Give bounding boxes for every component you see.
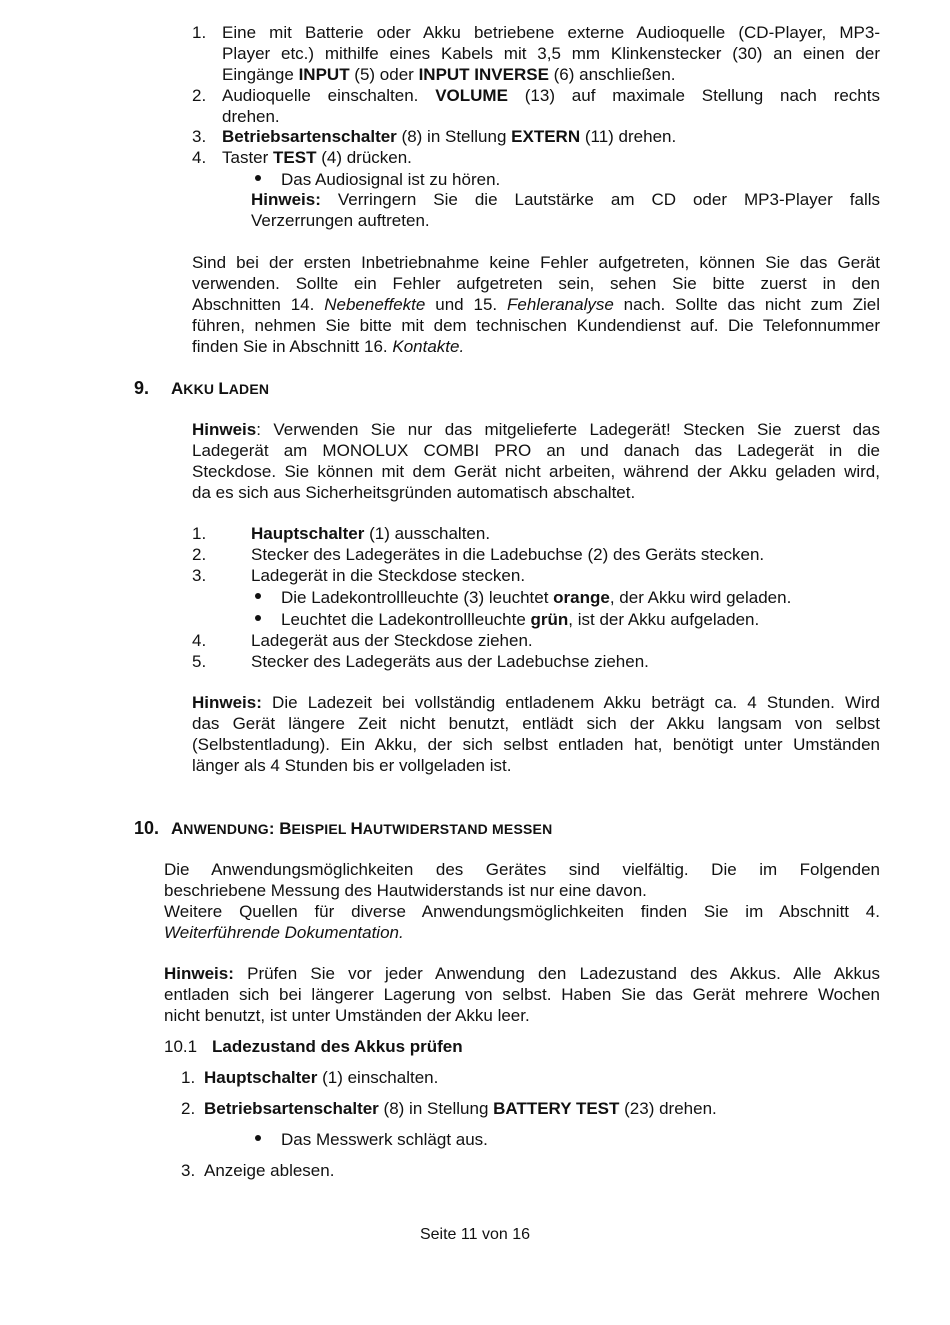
- bullet-icon: [255, 593, 261, 599]
- bullet-text: Das Messwerk schlägt aus.: [281, 1130, 488, 1149]
- bullet-icon: [255, 175, 261, 181]
- list-item-text: Eine mit Batterie oder Akku betriebene externe Audioquelle (CD-Player, MP3-: [222, 23, 880, 42]
- list-item-text: Stecker des Ladegeräts aus der Ladebuchse ziehen.: [251, 652, 649, 671]
- section-title: ANWENDUNG: BEISPIEL HAUTWIDERSTAND MESSEN: [171, 819, 553, 838]
- bullet-text: Leuchtet die Ladekontrollleuchte grün, ist der Akku aufgeladen.: [281, 610, 760, 629]
- paragraph-line: finden Sie in Abschnitt 16. Kontakte.: [192, 337, 465, 356]
- list-number: 2.: [192, 545, 207, 564]
- hint-text: da es sich aus Sicherheitsgründen automatisch abschaltet.: [192, 483, 636, 502]
- hint-text: das Gerät längere Zeit nicht benutzt, entlädt sich der Akku langsam von selbst: [192, 714, 880, 733]
- hint-text: Hinweis: Die Ladezeit bei vollständig entladenem Akku beträgt ca. 4 Stunden. Wird: [192, 693, 880, 712]
- list-number: 3.: [192, 127, 207, 146]
- hint-text: nicht benutzt, ist unter Umständen der Akku leer.: [164, 1006, 530, 1025]
- list-item-text: Anzeige ablesen.: [204, 1161, 335, 1180]
- section-heading: 10.: [134, 818, 160, 838]
- list-number: 3.: [192, 566, 207, 585]
- list-number: 3.: [181, 1161, 196, 1180]
- hint-text: Steckdose. Sie können mit dem Gerät nicht arbeiten, während der Akku geladen wird,: [192, 462, 880, 481]
- paragraph-line: beschriebene Messung des Hautwiderstands ist nur eine davon.: [164, 881, 647, 900]
- paragraph-line: Die Anwendungsmöglichkeiten des Gerätes sind vielfältig. Die im Folgenden: [164, 860, 880, 879]
- paragraph-line: Sind bei der ersten Inbetriebnahme keine Fehler aufgetreten, können Sie das Gerät: [192, 253, 880, 272]
- bullet-icon: [255, 1135, 261, 1141]
- page-number: Seite 11 von 16: [419, 1226, 530, 1243]
- list-item-text: Eingänge INPUT (5) oder INPUT INVERSE (6) anschließen.: [222, 65, 676, 84]
- list-item-text: Hauptschalter (1) einschalten.: [204, 1068, 439, 1087]
- hint-text: Ladegerät am MONOLUX COMBI PRO an und danach das Ladegerät in die: [192, 441, 880, 460]
- section-heading: 9.: [134, 378, 150, 398]
- list-number: 1.: [192, 23, 207, 42]
- paragraph-line: Weitere Quellen für diverse Anwendungsmöglichkeiten finden Sie im Abschnitt 4.: [164, 902, 880, 921]
- bullet-icon: [255, 615, 261, 621]
- hint-text: Verzerrungen auftreten.: [251, 211, 430, 230]
- list-number: 1.: [181, 1068, 196, 1087]
- list-item-text: Audioquelle einschalten. VOLUME (13) auf maximale Stellung nach rechts: [222, 86, 880, 105]
- list-number: 5.: [192, 652, 207, 671]
- hint-text: Hinweis: Verwenden Sie nur das mitgelieferte Ladegerät! Stecken Sie zuerst das: [192, 420, 880, 439]
- hint-text: Hinweis: Prüfen Sie vor jeder Anwendung den Ladezustand des Akkus. Alle Akkus: [164, 964, 880, 983]
- list-number: 4.: [192, 631, 207, 650]
- list-item-text: Hauptschalter (1) ausschalten.: [251, 524, 491, 543]
- list-item-text: Player etc.) mithilfe eines Kabels mit 3,5 mm Klinkenstecker (30) an einen der: [222, 44, 880, 63]
- list-number: 2.: [181, 1099, 196, 1118]
- hint-text: (Selbstentladung). Ein Akku, der sich selbst entladen hat, benötigt unter Umständen: [192, 735, 880, 754]
- list-number: 2.: [192, 86, 207, 105]
- paragraph-line: führen, nehmen Sie bitte mit dem technischen Kundendienst auf. Die Telefonnummer: [192, 316, 880, 335]
- list-item-text: Betriebsartenschalter (8) in Stellung BATTERY TEST (23) drehen.: [204, 1099, 717, 1118]
- section-title: AKKU LADEN: [171, 379, 270, 398]
- subsection-number: 10.1: [164, 1037, 198, 1056]
- list-item-text: Ladegerät aus der Steckdose ziehen.: [251, 631, 533, 650]
- hint-text: länger als 4 Stunden bis er vollgeladen ist.: [192, 756, 512, 775]
- list-item-text: Betriebsartenschalter (8) in Stellung EXTERN (11) drehen.: [222, 127, 677, 146]
- list-item-text: Stecker des Ladegerätes in die Ladebuchse (2) des Geräts stecken.: [251, 545, 765, 564]
- list-number: 1.: [192, 524, 207, 543]
- paragraph-line: Abschnitten 14. Nebeneffekte und 15. Fehleranalyse nach. Sollte das nicht zum Ziel: [192, 295, 881, 314]
- subsection-title: Ladezustand des Akkus prüfen: [212, 1037, 463, 1056]
- list-item-text: Ladegerät in die Steckdose stecken.: [251, 566, 526, 585]
- hint-text: entladen sich bei längerer Lagerung von selbst. Haben Sie das Gerät mehrere Wochen: [164, 985, 880, 1004]
- hint-text: Hinweis: Verringern Sie die Lautstärke am CD oder MP3-Player falls: [251, 190, 880, 209]
- bullet-text: Das Audiosignal ist zu hören.: [281, 170, 501, 189]
- bullet-text: Die Ladekontrollleuchte (3) leuchtet orange, der Akku wird geladen.: [281, 588, 792, 607]
- list-item-text: drehen.: [222, 107, 280, 126]
- list-number: 4.: [192, 148, 207, 167]
- paragraph-line: Weiterführende Dokumentation.: [164, 923, 404, 942]
- paragraph-line: verwenden. Sollte ein Fehler aufgetreten sein, sehen Sie bitte zuerst in den: [192, 274, 880, 293]
- list-item-text: Taster TEST (4) drücken.: [222, 148, 412, 167]
